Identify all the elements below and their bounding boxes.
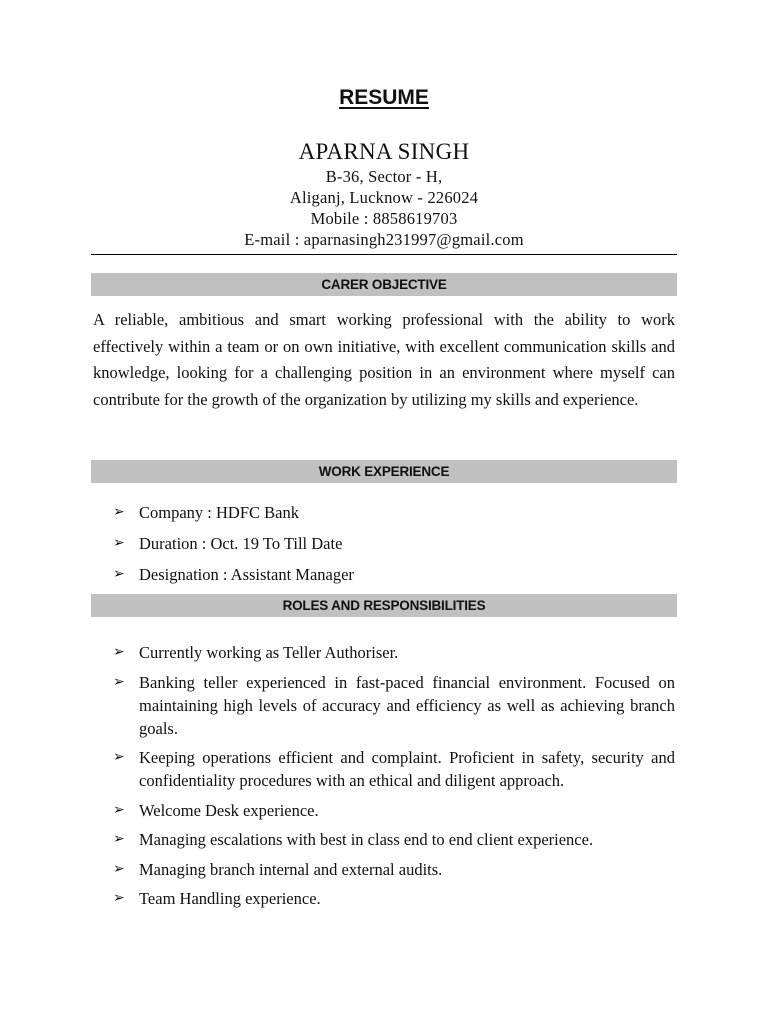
list-item: ➢ Currently working as Teller Authoriser. (113, 643, 399, 662)
email-address: E-mail : aparnasingh231997@gmail.com (244, 230, 524, 249)
arrow-bullet-icon: ➢ (113, 890, 125, 906)
list-item: ➢ Welcome Desk experience. (113, 800, 319, 820)
arrow-bullet-icon: ➢ (113, 801, 125, 818)
arrow-bullet-icon: ➢ (113, 644, 125, 660)
roles-list (113, 641, 675, 917)
arrow-bullet-icon: ➢ (113, 535, 125, 551)
arrow-bullet-icon: ➢ (113, 504, 125, 520)
list-item: ➢ Managing escalations with best in class end to end client experience. (113, 830, 594, 849)
arrow-bullet-icon: ➢ (113, 566, 125, 582)
candidate-name: APARNA SINGH (298, 139, 470, 164)
list-item: ➢ Duration : Oct. 19 To Till Date (113, 534, 343, 553)
work-experience-heading: WORK EXPERIENCE (91, 460, 677, 483)
list-item: ➢ Designation : Assistant Manager (113, 565, 354, 584)
mobile-number: Mobile : 8858619703 (310, 209, 458, 228)
list-item: ➢ Company : HDFC Bank (113, 503, 299, 522)
list-item: ➢ Team Handling experience. (113, 889, 321, 908)
work-experience-list (113, 501, 675, 594)
objective-heading: CARER OBJECTIVE (91, 273, 677, 296)
list-item: ➢ Banking teller experienced in fast-paced financial environment. Focused on maintaining high levels of accuracy and efficiency as well as achieving branch goals. (113, 672, 675, 738)
roles-heading: ROLES AND RESPONSIBILITIES (91, 594, 677, 617)
address-line-1: B-36, Sector - H, (325, 167, 443, 186)
arrow-bullet-icon: ➢ (113, 860, 125, 877)
arrow-bullet-icon: ➢ (113, 749, 125, 765)
arrow-bullet-icon: ➢ (113, 831, 125, 847)
objective-text: A reliable, ambitious and smart working professional with the ability to work effectively within a team or on own initiative, with excellent communication skills and knowledge, looking for a challenging position in an environment where myself can contribute for the growth of the organization by utilizing my skills and experience. (93, 310, 675, 409)
list-item: ➢ Managing branch internal and external audits. (113, 859, 443, 879)
address-line-2: Aliganj, Lucknow - 226024 (289, 188, 479, 207)
resume-title: RESUME (339, 86, 429, 109)
list-item: ➢ Keeping operations efficient and complaint. Proficient in safety, security and confidentiality procedures with an ethical and diligent approach. (113, 748, 675, 790)
arrow-bullet-icon: ➢ (113, 673, 125, 690)
header-divider (91, 254, 677, 255)
